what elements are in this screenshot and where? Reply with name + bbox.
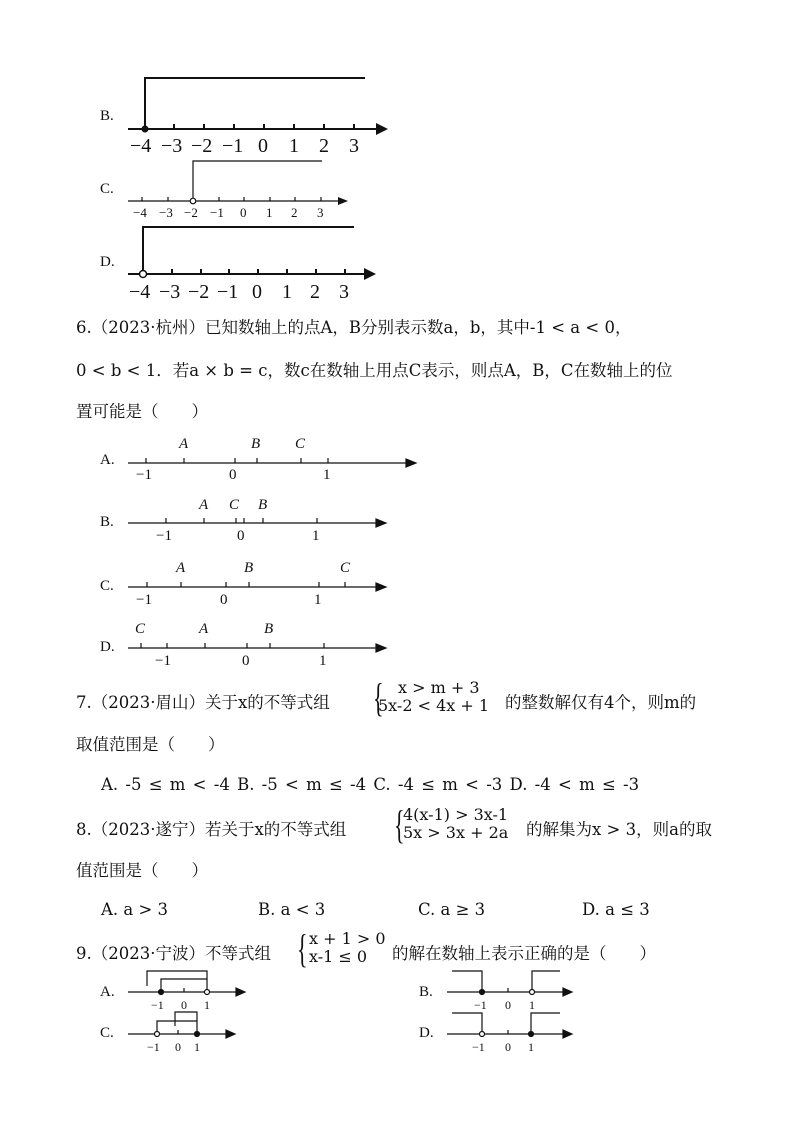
mark-label: −1 <box>472 1040 485 1054</box>
tick-label: 2 <box>310 281 320 303</box>
mark-label: 0 <box>505 998 511 1012</box>
mark-label: −1 <box>136 592 152 608</box>
point-label: C <box>295 436 306 452</box>
mark-label: 1 <box>312 528 320 544</box>
number-line <box>0 0 794 300</box>
mark-label: −1 <box>155 653 171 669</box>
q6-number-lines <box>0 430 794 670</box>
option-label: A. <box>100 452 115 468</box>
mark-label: 0 <box>181 998 187 1012</box>
point-label: B <box>258 497 268 513</box>
point-label: C <box>135 621 146 637</box>
option-label: D. <box>419 1025 434 1041</box>
brace-symbol: { <box>394 802 405 847</box>
option-label: D. <box>100 639 115 655</box>
tick-label: −2 <box>184 205 198 220</box>
tick-label: 1 <box>282 281 292 303</box>
system-line-2: x-1 ≤ 0 <box>309 947 368 966</box>
mark-label: −1 <box>474 998 487 1012</box>
q8-choice-c[interactable]: C. a ≥ 3 <box>418 900 486 919</box>
mark-label: 1 <box>528 1040 534 1054</box>
tick-label: −4 <box>129 281 151 303</box>
q8-choice-a[interactable]: A. a > 3 <box>101 900 169 919</box>
mark-label: 0 <box>175 1040 181 1054</box>
tick-label: −1 <box>222 135 244 157</box>
point-label: A <box>176 560 186 576</box>
tick-label: 1 <box>266 205 273 220</box>
mark-label: 1 <box>194 1040 200 1054</box>
q8-choice-d[interactable]: D. a ≤ 3 <box>582 900 650 919</box>
tick-label: 0 <box>240 205 247 220</box>
tick-label: −1 <box>217 281 239 303</box>
mark-label: −1 <box>147 1040 160 1054</box>
mark-label: 0 <box>505 1040 511 1054</box>
q8-prefix: 8.（2023·遂宁）若关于x的不等式组 <box>76 820 347 839</box>
mark-label: 0 <box>229 467 237 483</box>
option-label: D. <box>100 254 115 270</box>
option-label: B. <box>419 984 433 1000</box>
tick-label: 2 <box>319 135 329 157</box>
mark-label: −1 <box>151 998 164 1012</box>
tick-label: −4 <box>133 205 147 220</box>
q8-suffix: 的解集为x > 3，则a的取 <box>526 820 712 839</box>
q9-number-lines <box>0 960 794 1070</box>
mark-label: −1 <box>156 528 172 544</box>
mark-label: 1 <box>323 467 331 483</box>
mark-label: 0 <box>242 653 250 669</box>
q8-line-2: 值范围是（ ） <box>76 861 208 880</box>
mark-label: 0 <box>237 528 245 544</box>
q7-choices[interactable]: A. -5 ≤ m < -4 B. -5 < m ≤ -4 C. -4 ≤ m < -3 D. -4 < m ≤ -3 <box>101 775 640 794</box>
point-label: C <box>229 497 240 513</box>
system-line-1: x > m + 3 <box>398 678 480 697</box>
option-label: C. <box>100 181 114 197</box>
tick-label: 3 <box>339 281 349 303</box>
point-label: A <box>179 436 189 452</box>
tick-label: 0 <box>258 135 268 157</box>
q5-option-b[interactable] <box>0 0 794 300</box>
point-label: B <box>244 560 254 576</box>
q9-prefix: 9.（2023·宁波）不等式组 <box>76 944 271 963</box>
q7-line-2: 取值范围是（ ） <box>76 735 225 754</box>
tick-label: 3 <box>317 205 324 220</box>
tick-label: 0 <box>252 281 262 303</box>
mark-label: −1 <box>136 467 152 483</box>
point-label: A <box>199 621 209 637</box>
brace-symbol: { <box>297 926 308 971</box>
point-label: B <box>251 436 261 452</box>
system-line-2: 5x-2 < 4x + 1 <box>378 696 490 715</box>
system-line-1: 4(x-1) > 3x-1 <box>403 805 509 824</box>
q6-line-2: 0 < b < 1．若a × b = c，数c在数轴上用点C表示，则点A，B，C在数轴上的位 <box>76 361 673 380</box>
option-label: A. <box>100 984 115 1000</box>
point-label: B <box>264 621 274 637</box>
q7-prefix: 7.（2023·眉山）关于x的不等式组 <box>76 693 330 712</box>
option-label: C. <box>100 1025 114 1041</box>
q9-suffix: 的解在数轴上表示正确的是（ ） <box>392 944 656 963</box>
option-label: C. <box>100 578 114 594</box>
tick-label: −1 <box>210 205 224 220</box>
tick-label: 2 <box>291 205 298 220</box>
tick-label: −3 <box>159 205 173 220</box>
q6-line-1: 6.（2023·杭州）已知数轴上的点A，B分别表示数a，b，其中-1 < a < 0， <box>76 318 632 337</box>
tick-label: −3 <box>161 135 183 157</box>
system-line-1: x + 1 > 0 <box>309 929 386 948</box>
mark-label: 1 <box>314 592 322 608</box>
tick-label: −2 <box>188 281 210 303</box>
q6-line-3: 置可能是（ ） <box>76 402 208 421</box>
mark-label: 0 <box>220 592 228 608</box>
tick-label: 3 <box>349 135 359 157</box>
mark-label: 1 <box>529 998 535 1012</box>
mark-label: 1 <box>319 653 327 669</box>
point-label: A <box>199 497 209 513</box>
q7-suffix: 的整数解仅有4个，则m的 <box>505 693 697 712</box>
brace-symbol: { <box>373 675 384 720</box>
option-label: B. <box>100 108 114 124</box>
mark-label: 1 <box>204 998 210 1012</box>
tick-label: −4 <box>130 135 152 157</box>
tick-label: −2 <box>191 135 213 157</box>
tick-label: 1 <box>289 135 299 157</box>
q8-choice-b[interactable]: B. a < 3 <box>258 900 326 919</box>
point-label: C <box>340 560 351 576</box>
option-label: B. <box>100 514 114 530</box>
tick-label: −3 <box>159 281 181 303</box>
system-line-2: 5x > 3x + 2a <box>403 823 509 842</box>
